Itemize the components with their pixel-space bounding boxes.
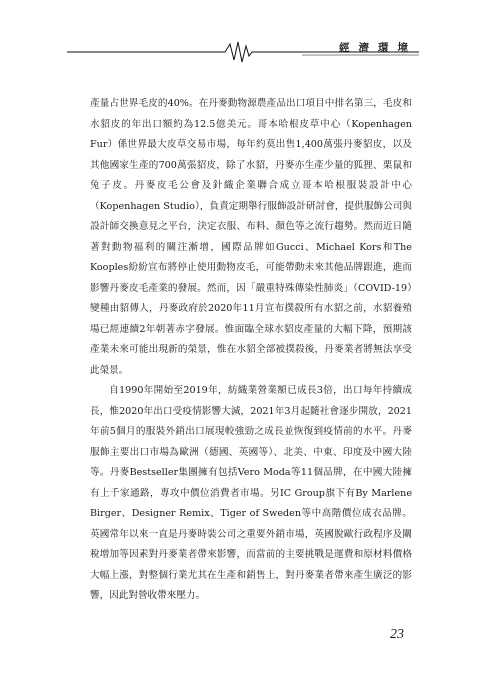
main-text <box>90 94 412 607</box>
section-label: 經濟環境 <box>339 42 417 54</box>
page-header <box>67 38 419 64</box>
paragraph: 自1990年開始至2019年，紡織業營業額已成長3倍，出口每年持續成長，惟2020年出口受疫情影響大減，2021年3月起隨社會逐步開放，2021年前5個月的服裝外銷出口展現較強勁之成長並恢復到疫情前的水平。丹麥服飾主要出口市場為歐洲（德國、英國等）、北美、中東、印度及中國大陸等。丹麥Bestseller集團擁有包括Vero Moda等11個品牌，在中國大陸擁有上千家通路，專攻中價位消費者市場。另IC Group旗下有By Marlene Birger、Designer Remix、Tiger of Sweden等中高階價位成衣品牌。英國常年以來一直是丹麥時裝公司之重要外銷市場，英國脫歐行政程序及關稅增加等因素對丹麥業者帶來影響，而當前的主要挑戰是運費和原材料價格大幅上漲，對整個行業尤其在生產和銷售上，對丹麥業者帶來產生廣泛的影響，因此對營收帶來壓力。 <box>90 385 412 601</box>
paragraph: 產量占世界毛皮的40%。在丹麥動物源農產品出口項目中排名第三，毛皮和水貂皮的年出口額約為12.5億美元。哥本哈根皮草中心（Kopenhagen Fur）係世界最大皮草交易市場，每年約莫出售1,400萬張丹麥貂皮，以及其他國家生產的700萬張貂皮，除了水貂，丹麥亦生產少量的狐狸、栗鼠和兔子皮。丹麥皮毛公會及針織企業聯合成立哥本哈根服裝設計中心（Kopenhagen Studio），負責定期舉行服飾設計研討會，提供服飾公司與設計師交換意見之平台，決定衣服、布料、顏色等之流行趨勢。然而近日隨著對動物福利的關注漸增，國際品牌如Gucci、Michael Kors和The Kooples紛紛宣布將停止使用動物皮毛，可能帶動未來其他品牌跟進，進而影響丹麥皮毛產業的發展。然而，因「嚴重特殊傳染性肺炎」（COVID-19）變種由貂傳人，丹麥政府於2020年11月宣布撲殺所有水貂之前，水貂養殖場已經連續2年朝著赤字發展。惟面臨全球水貂皮產量的大幅下降，預期該產業未來可能出現新的榮景，惟在水貂全部被撲殺後，丹麥業者將無法享受此榮景。 <box>90 98 412 376</box>
page-number: 23 <box>390 627 404 642</box>
